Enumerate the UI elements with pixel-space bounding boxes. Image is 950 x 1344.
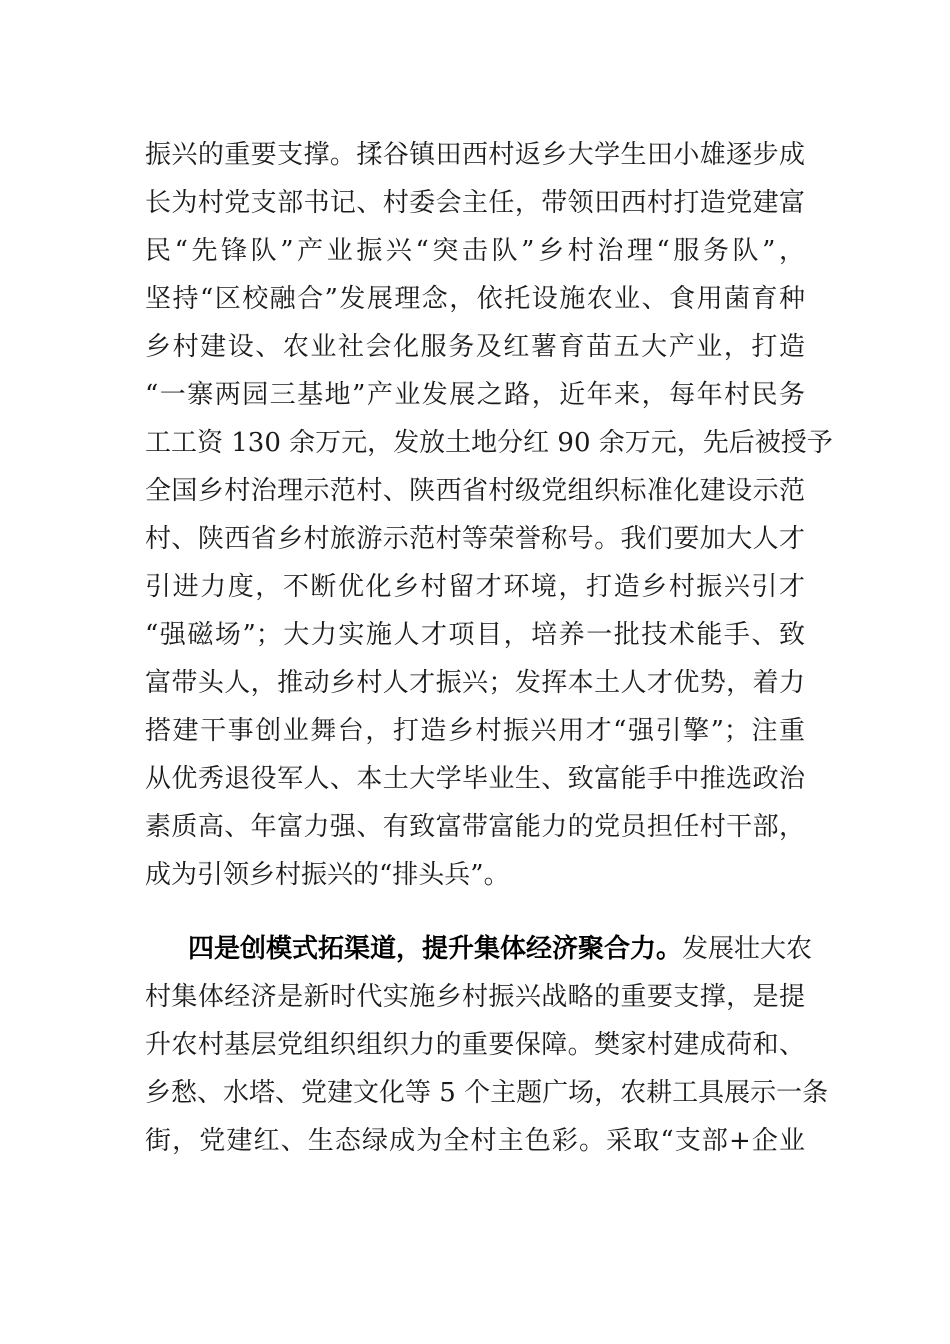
text-line: 振兴的重要支撑。揉谷镇田西村返乡大学生田小雄逐步成: [145, 140, 805, 170]
text-line: 长为村党支部书记、村委会主任，带领田西村打造党建富: [145, 188, 805, 218]
paragraph-first-line: [188, 929, 813, 969]
text-line: 搭建干事创业舞台，打造乡村振兴用才“强引擎”；注重: [145, 716, 805, 746]
paragraph-heading: 四是创模式拓渠道，提升集体经济聚合力。: [188, 934, 683, 964]
text-line: 全国乡村治理示范村、陕西省村级党组织标准化建设示范: [145, 476, 805, 506]
text-line: 成为引领乡村振兴的“排头兵”。: [145, 860, 510, 890]
text-line: 村集体经济是新时代实施乡村振兴战略的重要支撑，是提: [145, 982, 805, 1012]
text-line: 乡愁、水塔、党建文化等 5 个主题广场，农耕工具展示一条: [145, 1078, 829, 1108]
text-span: 发展壮大农: [682, 934, 813, 964]
text-line: 街，党建红、生态绿成为全村主色彩。采取“支部+企业: [145, 1126, 805, 1156]
text-line: 富带头人，推动乡村人才振兴；发挥本土人才优势，着力: [145, 668, 805, 698]
text-line: 民“先锋队”产业振兴“突击队”乡村治理“服务队”，: [145, 236, 805, 266]
text-line: 工工资 130 余万元，发放土地分红 90 余万元，先后被授予: [145, 428, 833, 458]
text-line: 升农村基层党组织组织力的重要保障。樊家村建成荷和、: [145, 1030, 805, 1060]
text-line: 从优秀退役军人、本土大学毕业生、致富能手中推选政治: [145, 764, 805, 794]
text-line: 素质高、年富力强、有致富带富能力的党员担任村干部，: [145, 812, 805, 842]
text-line: 引进力度，不断优化乡村留才环境，打造乡村振兴引才: [145, 572, 805, 602]
text-line: “强磁场”；大力实施人才项目，培养一批技术能手、致: [145, 620, 805, 650]
text-line: 村、陕西省乡村旅游示范村等荣誉称号。我们要加大人才: [145, 524, 805, 554]
text-line: 乡村建设、农业社会化服务及红薯育苗五大产业，打造: [145, 332, 805, 362]
text-line: 坚持“区校融合”发展理念，依托设施农业、食用菌育种: [145, 284, 805, 314]
text-line: “一寨两园三基地”产业发展之路，近年来，每年村民务: [145, 380, 805, 410]
